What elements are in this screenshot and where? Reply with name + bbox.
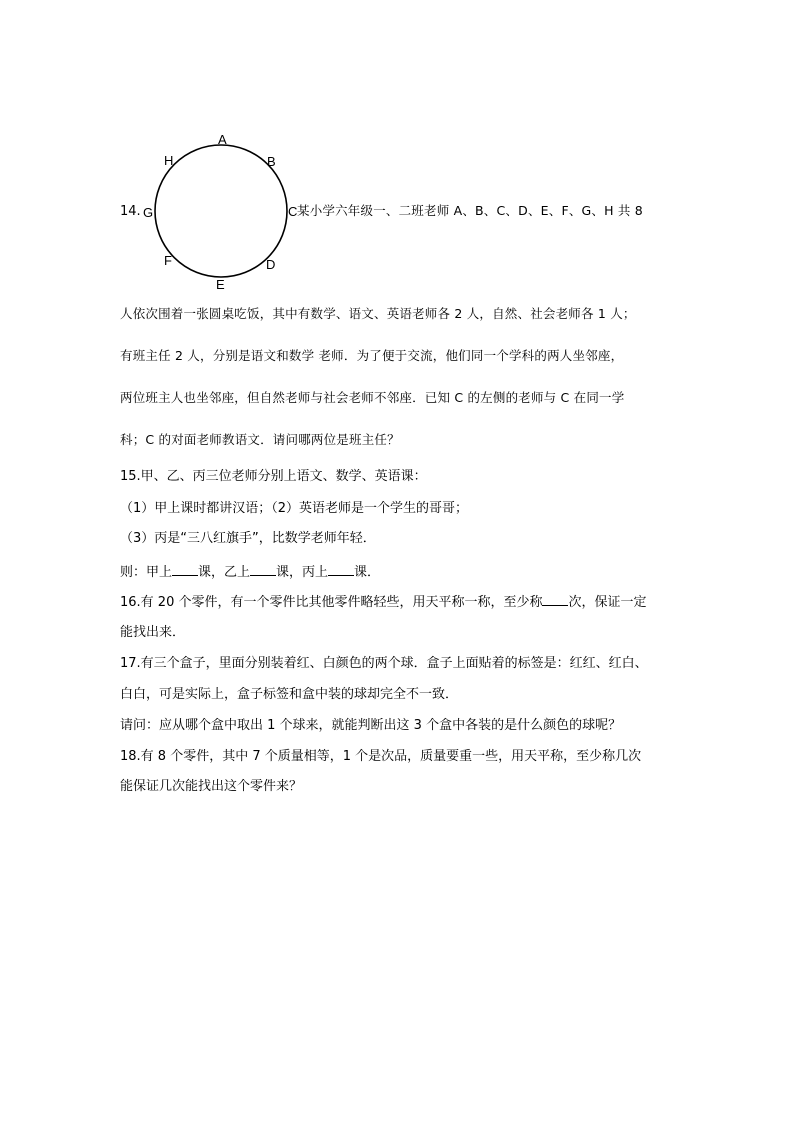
q15-line-1: 15.甲、乙、丙三位老师分别上语文、数学、英语课： bbox=[120, 469, 427, 484]
seat-label-b: B bbox=[267, 154, 276, 169]
seat-label-f: F bbox=[164, 253, 172, 268]
q15-line-3: （3）丙是“三八红旗手”，比数学老师年轻． bbox=[120, 531, 376, 546]
q15-answer-suffix: 课． bbox=[354, 565, 381, 580]
q18-line-2: 能保证几次能找出这个零件来？ bbox=[120, 779, 303, 794]
q14-line-2: 人依次围着一张圆桌吃饭，其中有数学、语文、英语老师各 2 人，自然、社会老师各 1 人； bbox=[120, 306, 636, 321]
seat-label-e: E bbox=[216, 277, 225, 292]
q14-line-5: 科；C 的对面老师教语文．请问哪两位是班主任？ bbox=[120, 432, 400, 447]
q14-line-4: 两位班主人也坐邻座，但自然老师与社会老师不邻座．已知 C 的左侧的老师与 C 在同一学 bbox=[120, 390, 625, 405]
q17-line-3: 请问：应从哪个盒中取出 1 个球来，就能判断出这 3 个盒中各装的是什么颜色的球呢？ bbox=[120, 718, 622, 733]
q17-line-2: 白白，可是实际上，盒子标签和盒中装的球却完全不一致． bbox=[120, 687, 459, 702]
q18-line-1: 18.有 8 个零件，其中 7 个质量相等，1 个是次品，质量要重一些，用天平称，至少称几次 bbox=[120, 749, 642, 764]
q15-answer-prefix-a: 则：甲上 bbox=[120, 565, 173, 580]
q15-answer-prefix-b: 课，乙上 bbox=[198, 565, 251, 580]
q16-line-2: 能找出来． bbox=[120, 625, 186, 640]
seat-label-g: G bbox=[143, 205, 154, 220]
q15-answer-prefix-c: 课，丙上 bbox=[276, 565, 329, 580]
q14-line-1: 某小学六年级一、二班老师 A、B、C、D、E、F、G、H 共 8 bbox=[297, 203, 643, 218]
seat-label-a: A bbox=[218, 132, 227, 147]
answer-blank-yi[interactable] bbox=[250, 561, 276, 576]
q16-text-b: 次，保证一定 bbox=[568, 595, 647, 610]
q15-line-4 bbox=[120, 561, 380, 582]
answer-blank-jia[interactable] bbox=[172, 561, 198, 576]
answer-blank-q16[interactable] bbox=[542, 591, 568, 606]
q14-number: 14. bbox=[120, 204, 141, 219]
q16-text-a: 16.有 20 个零件，有一个零件比其他零件略轻些，用天平称一称，至少称 bbox=[120, 595, 543, 610]
answer-blank-bing[interactable] bbox=[328, 561, 354, 576]
seat-label-c: C bbox=[288, 204, 298, 219]
q15-line-2: （1）甲上课时都讲汉语；（2）英语老师是一个学生的哥哥； bbox=[120, 501, 469, 516]
q17-line-1: 17.有三个盒子，里面分别装着红、白颜色的两个球．盒子上面贴着的标签是：红红、红白、 bbox=[120, 656, 648, 671]
seat-label-h: H bbox=[164, 153, 174, 168]
q16-line-1 bbox=[120, 591, 647, 612]
q14-line-3: 有班主任 2 人，分别是语文和数学 老师．为了便于交流，他们同一个学科的两人坐邻座， bbox=[120, 348, 624, 363]
round-table-diagram bbox=[136, 128, 306, 292]
seat-label-d: D bbox=[266, 257, 276, 272]
